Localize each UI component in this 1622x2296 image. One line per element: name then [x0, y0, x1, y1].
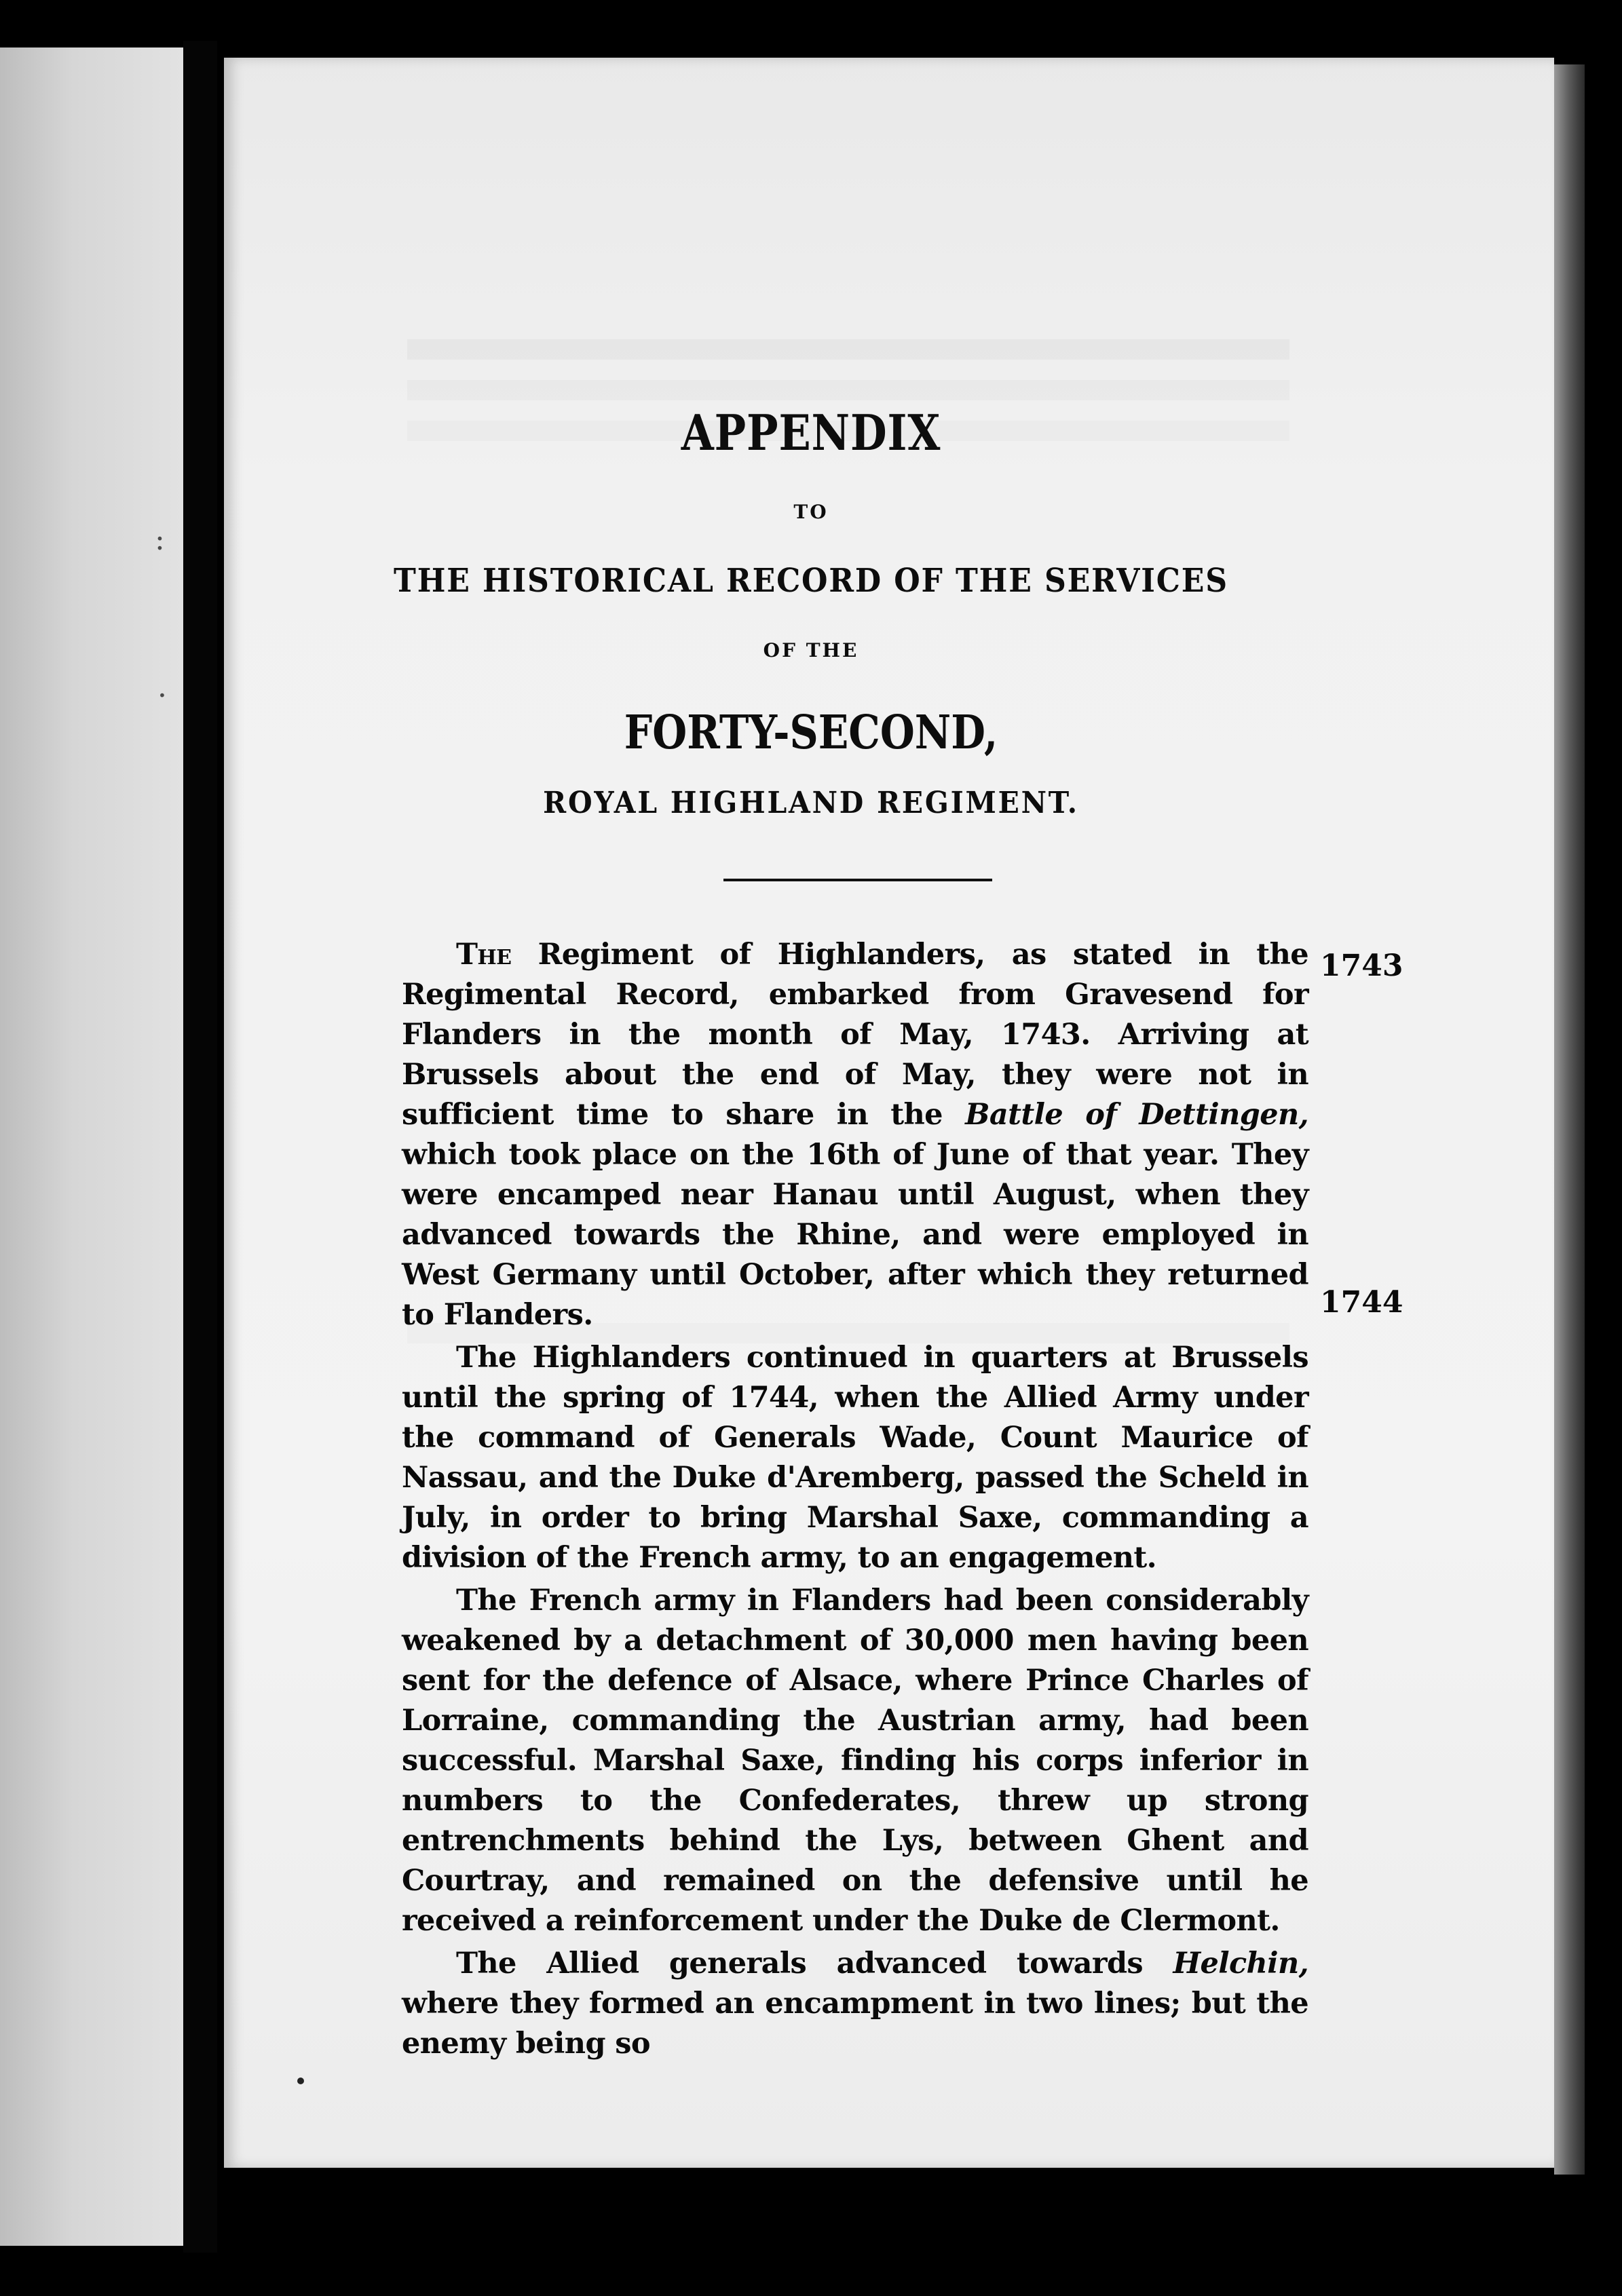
- paragraph-text: Regiment of Highlanders, as stated in the Regimental Record, embarked from Gravesend for Flanders in the month of May, 1743. Arriving at Brussels about the end of May, they were not in sufficient time to share in the: [402, 938, 1308, 1132]
- paragraph-lead-word: The: [456, 938, 512, 972]
- paragraph: [402, 935, 1308, 1335]
- paragraph-tail: where they formed an encampment in two lines; but the enemy being so: [402, 1987, 1308, 2061]
- bleed-through-band: [407, 339, 1289, 360]
- left-page-fragment: [0, 47, 183, 2246]
- heading-of-the: OF THE: [763, 639, 859, 662]
- regiment-number-heading: FORTY-SECOND,: [624, 706, 998, 760]
- heading-to: TO: [793, 501, 829, 523]
- page-edge-glyph: :: [155, 522, 165, 557]
- heading-record: THE HISTORICAL RECORD OF THE SERVICES: [394, 562, 1228, 600]
- paragraph-tail: which took place on the 16th of June of that year. They were encamped near Hanau until August, when they advanced towards the Rhine, and were employed in West Germany until October, after which they returned to Flanders.: [402, 1138, 1308, 1332]
- paragraph-text: The Allied generals advanced towards: [456, 1947, 1173, 1981]
- paragraph-italic: Helchin,: [1173, 1947, 1308, 1981]
- book-spine-shadow: [183, 41, 217, 2253]
- margin-year: 1744: [1320, 1285, 1403, 1320]
- paragraph-text: The French army in Flanders had been considerably weakened by a detachment of 30,000 men having been sent for the defence of Alsace, where Prince Charles of Lorraine, commanding the Austrian army, had been successful. Marshal Saxe, finding his corps inferior in numbers to the Confederates, threw up strong entrenchments behind the Lys, between Ghent and Courtray, and remained on the defensive until he received a reinforcement under the Duke de Clermont.: [402, 1584, 1308, 1938]
- bleed-through-band: [407, 380, 1289, 400]
- page-edge-glyph: ·: [157, 678, 167, 713]
- paragraph: [402, 1338, 1308, 1578]
- margin-year: 1743: [1320, 949, 1403, 983]
- paragraph-italic: Battle of Dettingen,: [965, 1098, 1308, 1132]
- paragraph-text: The Highlanders continued in quarters at Brussels until the spring of 1744, when the Allied Army under the command of Generals Wade, Count Maurice of Nassau, and the Duke d'Aremberg, passed the Scheld in July, in order to bring Marshal Saxe, commanding a division of the French army, to an engagement.: [402, 1341, 1308, 1575]
- body-text: [402, 935, 1308, 2067]
- paragraph: [402, 1581, 1308, 1941]
- paragraph: [402, 1944, 1308, 2064]
- appendix-title: APPENDIX: [681, 404, 941, 461]
- page-edge-stack: [1554, 64, 1585, 2175]
- heading-rule: [723, 879, 992, 881]
- ink-speck: [297, 2078, 304, 2084]
- regiment-name-heading: ROYAL HIGHLAND REGIMENT.: [543, 786, 1079, 820]
